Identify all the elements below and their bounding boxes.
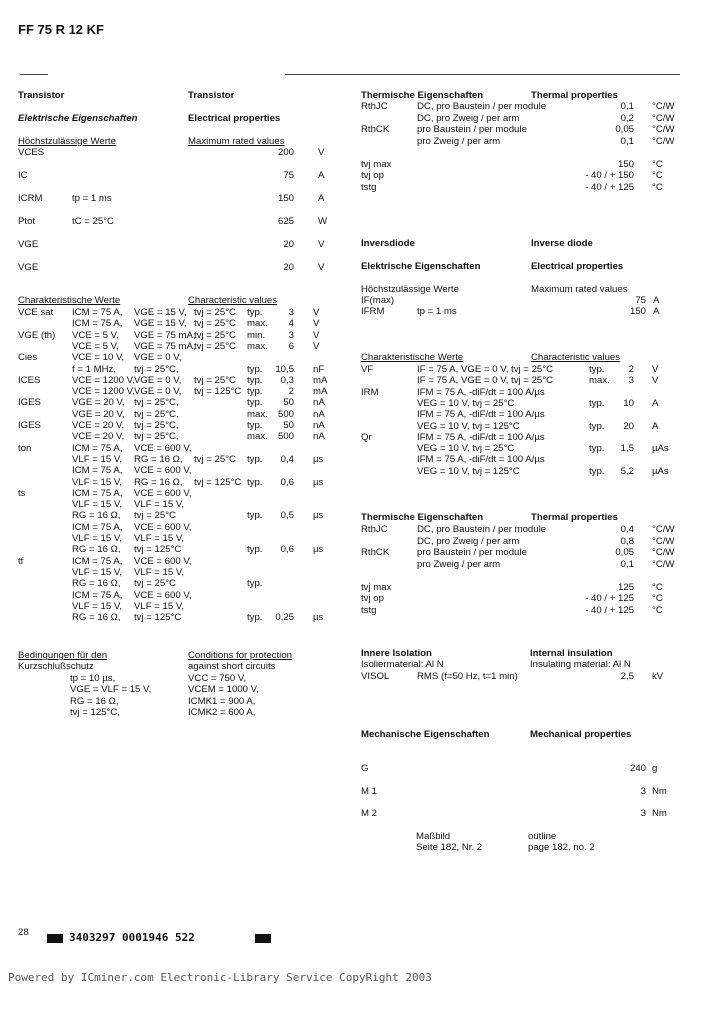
char-symbol: IGES bbox=[18, 420, 41, 431]
char-heading-en: Characteristic values bbox=[188, 295, 278, 306]
therm-desc: DC, pro Zweig / per arm bbox=[417, 536, 520, 547]
therm-unit: °C bbox=[652, 182, 663, 193]
top-rule-left bbox=[20, 74, 48, 75]
max-heading-de: Höchstzulässige Werte bbox=[18, 136, 116, 147]
char-unit: V bbox=[313, 307, 320, 318]
char-value: 0,25 bbox=[275, 612, 294, 623]
dchar-value: 1,5 bbox=[620, 443, 634, 454]
therm-symbol: RthJC bbox=[361, 524, 388, 535]
char-cond-2: VCE = 600 V, bbox=[134, 556, 192, 567]
dchar-qualifier: max. bbox=[589, 375, 610, 386]
therm-value: 0,2 bbox=[620, 113, 634, 124]
char-cond-2: VCE = 600 V, bbox=[134, 590, 192, 601]
cond-right: ICMK1 = 900 A, bbox=[188, 696, 256, 707]
therm-symbol: tvj op bbox=[361, 170, 384, 181]
dchar-condition: VEG = 10 V, tvj = 25°C bbox=[417, 443, 515, 454]
char-cond-3: tvj = 125°C bbox=[194, 477, 242, 488]
cond-left: tvj = 125°C, bbox=[70, 707, 120, 718]
iso-heading-de: Innere Isolation bbox=[361, 648, 432, 659]
dchar-qualifier: typ. bbox=[589, 421, 605, 432]
char-cond-3: tvj = 25°C bbox=[194, 330, 236, 341]
dchar-condition: IF = 75 A, VGE = 0 V, tvj = 25°C bbox=[417, 375, 554, 386]
char-unit: V bbox=[313, 341, 320, 352]
barcode-text: 3403297 0001946 522 bbox=[69, 931, 195, 944]
char-cond-2: VGE = 0 V, bbox=[134, 386, 182, 397]
therm1-heading-en: Thermal properties bbox=[531, 90, 618, 101]
char-value: 2 bbox=[288, 386, 294, 397]
dchar-qualifier: typ. bbox=[589, 466, 605, 477]
cond-right: VCC = 750 V, bbox=[188, 673, 247, 684]
char-qualifier: typ. bbox=[247, 375, 263, 386]
char-symbol: Cies bbox=[18, 352, 38, 363]
cond-right: VCEM = 1000 V, bbox=[188, 684, 259, 695]
char-symbol: ts bbox=[18, 488, 26, 499]
mech-symbol: M 1 bbox=[361, 786, 377, 797]
transistor-heading-en: Transistor bbox=[188, 90, 235, 101]
char-cond-1: VCE = 20 V, bbox=[72, 420, 125, 431]
char-value: 6 bbox=[288, 341, 294, 352]
char-qualifier: max. bbox=[247, 431, 268, 442]
char-value: 4 bbox=[288, 318, 294, 329]
char-cond-1: VGE = 20 V, bbox=[72, 409, 125, 420]
char-value: 500 bbox=[277, 409, 294, 420]
dchar-unit: V bbox=[652, 375, 659, 386]
therm-unit: °C/W bbox=[652, 559, 675, 570]
max-heading-en: Maximum rated values bbox=[188, 136, 285, 147]
dchar-condition: VEG = 10 V, tvj = 25°C bbox=[417, 398, 515, 409]
char-cond-2: tvj = 25°C bbox=[134, 578, 176, 589]
cond-heading-de2: Kurzschlußschutz bbox=[18, 661, 94, 672]
therm-desc: pro Zweig / per arm bbox=[417, 136, 501, 147]
char-cond-1: VCE = 20 V, bbox=[72, 431, 125, 442]
char-cond-2: VGE = 75 mA, bbox=[134, 330, 196, 341]
iso-material-en: Insulating material: Al N bbox=[530, 659, 631, 670]
char-qualifier: typ. bbox=[247, 477, 263, 488]
char-cond-2: VGE = 15 V, bbox=[134, 318, 187, 329]
char-cond-1: ICM = 75 A, bbox=[72, 465, 123, 476]
char-cond-2: VCE = 600 V, bbox=[134, 488, 192, 499]
therm-value: 0,05 bbox=[615, 124, 634, 135]
char-unit: V bbox=[313, 318, 320, 329]
dchar-symbol: Qr bbox=[361, 432, 372, 443]
char-cond-3: tvj = 125°C bbox=[194, 386, 242, 397]
iso-desc: RMS (f=50 Hz, t=1 min) bbox=[417, 671, 518, 682]
char-cond-2: VLF = 15 V, bbox=[134, 499, 185, 510]
char-cond-2: RG = 16 Ω, bbox=[134, 454, 183, 465]
inv-heading-de: Inversdiode bbox=[361, 238, 415, 249]
mech-symbol: M 2 bbox=[361, 808, 377, 819]
max-unit: V bbox=[318, 262, 325, 273]
page-title: FF 75 R 12 KF bbox=[18, 22, 104, 37]
iso-heading-en: Internal insulation bbox=[530, 648, 613, 659]
max-value: 20 bbox=[283, 262, 294, 273]
cond-right: ICMK2 = 600 A, bbox=[188, 707, 256, 718]
mech-unit: Nm bbox=[652, 786, 667, 797]
therm-value: - 40 / + 125 bbox=[585, 182, 634, 193]
max2-heading-de: Höchstzulässige Werte bbox=[361, 284, 459, 295]
therm-symbol: tvj max bbox=[361, 159, 392, 170]
char-value: 0,6 bbox=[280, 544, 294, 555]
iso-material-de: Isoliermaterial: Al N bbox=[361, 659, 444, 670]
therm-unit: °C/W bbox=[652, 536, 675, 547]
therm-symbol: tstg bbox=[361, 182, 377, 193]
char-unit: nA bbox=[313, 420, 325, 431]
char-cond-3: tvj = 25°C bbox=[194, 454, 236, 465]
therm-value: 150 bbox=[617, 159, 634, 170]
char-cond-1: VLF = 15 V, bbox=[72, 477, 123, 488]
char-symbol: ICES bbox=[18, 375, 41, 386]
char-cond-2: VGE = 0 V, bbox=[134, 352, 182, 363]
therm-unit: °C/W bbox=[652, 101, 675, 112]
therm-unit: °C/W bbox=[652, 547, 675, 558]
char-qualifier: max. bbox=[247, 341, 268, 352]
dchar-value: 3 bbox=[628, 375, 634, 386]
char-cond-1: VCE = 5 V, bbox=[72, 330, 119, 341]
char-heading-de: Charakteristische Werte bbox=[18, 295, 121, 306]
therm-unit: °C bbox=[652, 605, 663, 616]
therm-value: 125 bbox=[617, 582, 634, 593]
char-qualifier: typ. bbox=[247, 420, 263, 431]
therm-symbol: RthCK bbox=[361, 547, 390, 558]
char-value: 50 bbox=[283, 397, 294, 408]
max-symbol: Ptot bbox=[18, 216, 36, 227]
char-cond-1: ICM = 75 A, bbox=[72, 307, 123, 318]
dchar-condition: IFM = 75 A, -diF/dt = 100 A/µs bbox=[417, 409, 545, 420]
therm-value: 0,05 bbox=[615, 547, 634, 558]
char-qualifier: typ. bbox=[247, 578, 263, 589]
max-unit: W bbox=[318, 216, 328, 227]
char-unit: µs bbox=[313, 477, 324, 488]
dchar-condition: IFM = 75 A, -diF/dt = 100 A/µs bbox=[417, 432, 545, 443]
therm-value: 0,4 bbox=[620, 524, 634, 535]
char-cond-1: ICM = 75 A, bbox=[72, 318, 123, 329]
therm-unit: °C bbox=[652, 159, 663, 170]
therm-value: 0,1 bbox=[620, 559, 634, 570]
dchar-condition: IFM = 75 A, -diF/dt = 100 A/µs bbox=[417, 387, 545, 398]
char-unit: µs bbox=[313, 612, 324, 623]
dchar-qualifier: typ. bbox=[589, 443, 605, 454]
char-value: 50 bbox=[283, 420, 294, 431]
dchar-value: 2 bbox=[628, 364, 634, 375]
dmax-value: 150 bbox=[629, 306, 646, 317]
cond-heading-en2: against short circuits bbox=[188, 661, 276, 672]
char-cond-2: RG = 16 Ω, bbox=[134, 477, 183, 488]
therm-desc: pro Zweig / per arm bbox=[417, 559, 501, 570]
char-unit: nA bbox=[313, 431, 325, 442]
char-cond-1: VLF = 15 V, bbox=[72, 601, 123, 612]
max-value: 20 bbox=[283, 239, 294, 250]
char-cond-3: tvj = 25°C bbox=[194, 318, 236, 329]
char-cond-1: ICM = 75 A, bbox=[72, 488, 123, 499]
char-cond-2: VGE = 75 mA, bbox=[134, 341, 196, 352]
char-unit: µs bbox=[313, 544, 324, 555]
max-value: 75 bbox=[283, 170, 294, 181]
max-value: 625 bbox=[277, 216, 294, 227]
outline-label-de: Maßbild bbox=[416, 831, 451, 842]
dchar-value: 5,2 bbox=[620, 466, 634, 477]
char-qualifier: typ. bbox=[247, 307, 263, 318]
char-cond-2: tvj = 25°C, bbox=[134, 397, 179, 408]
therm-desc: DC, pro Baustein / per module bbox=[417, 524, 547, 535]
char-cond-2: VLF = 15 V, bbox=[134, 533, 185, 544]
elec-heading-de: Elektrische Eigenschaften bbox=[18, 113, 138, 124]
char-cond-2: VCE = 600 V, bbox=[134, 522, 192, 533]
dchar-value: 10 bbox=[623, 398, 634, 409]
dchar-value: 20 bbox=[623, 421, 634, 432]
char-qualifier: typ. bbox=[247, 612, 263, 623]
char-unit: µs bbox=[313, 510, 324, 521]
therm-value: - 40 / + 150 bbox=[585, 170, 634, 181]
therm-symbol: tstg bbox=[361, 605, 377, 616]
therm-desc: pro Baustein / per module bbox=[417, 124, 527, 135]
dchar-unit: µAs bbox=[652, 443, 669, 454]
dchar-heading-de: Charakteristische Werte bbox=[361, 352, 464, 363]
page-number: 28 bbox=[18, 927, 29, 938]
char-unit: V bbox=[313, 330, 320, 341]
max-symbol: ICRM bbox=[18, 193, 43, 204]
mech-heading-en: Mechanical properties bbox=[530, 729, 632, 740]
mech-value: 240 bbox=[629, 763, 646, 774]
dchar-condition: VEG = 10 V, tvj = 125°C bbox=[417, 421, 520, 432]
char-value: 3 bbox=[288, 330, 294, 341]
therm-unit: °C/W bbox=[652, 136, 675, 147]
char-qualifier: min. bbox=[247, 330, 266, 341]
char-cond-1: VCE = 1200 V, bbox=[72, 375, 135, 386]
therm2-heading-en: Thermal properties bbox=[531, 512, 618, 523]
dchar-unit: A bbox=[652, 398, 659, 409]
therm-unit: °C bbox=[652, 170, 663, 181]
char-cond-2: tvj = 25°C, bbox=[134, 364, 179, 375]
char-cond-2: tvj = 25°C, bbox=[134, 409, 179, 420]
char-unit: mA bbox=[313, 386, 328, 397]
char-value: 500 bbox=[277, 431, 294, 442]
therm-unit: °C bbox=[652, 593, 663, 604]
char-symbol: ton bbox=[18, 443, 32, 454]
transistor-heading-de: Transistor bbox=[18, 90, 65, 101]
char-cond-1: RG = 16 Ω, bbox=[72, 578, 121, 589]
dchar-symbol: IRM bbox=[361, 387, 379, 398]
cond-left: tp = 10 µs, bbox=[70, 673, 116, 684]
dchar-heading-en: Characteristic values bbox=[531, 352, 621, 363]
char-cond-3: tvj = 25°C bbox=[194, 375, 236, 386]
therm-symbol: RthJC bbox=[361, 101, 388, 112]
char-unit: nF bbox=[313, 364, 325, 375]
mech-value: 3 bbox=[640, 808, 646, 819]
mech-unit: g bbox=[652, 763, 658, 774]
therm-desc: DC, pro Zweig / per arm bbox=[417, 113, 520, 124]
elec2-heading-en: Electrical properties bbox=[531, 261, 624, 272]
char-symbol: VCE sat bbox=[18, 307, 54, 318]
char-cond-1: VLF = 15 V, bbox=[72, 533, 123, 544]
therm-unit: °C/W bbox=[652, 124, 675, 135]
char-qualifier: typ. bbox=[247, 364, 263, 375]
char-cond-1: VLF = 15 V, bbox=[72, 499, 123, 510]
inv-heading-en: Inverse diode bbox=[531, 238, 593, 249]
therm-symbol: tvj max bbox=[361, 582, 392, 593]
cond-heading-de: Bedingungen für den bbox=[18, 650, 108, 661]
therm-value: - 40 / + 125 bbox=[585, 593, 634, 604]
therm-desc: DC, pro Baustein / per module bbox=[417, 101, 547, 112]
dchar-condition: VEG = 10 V, tvj = 125°C bbox=[417, 466, 520, 477]
char-symbol: VGE (th) bbox=[18, 330, 56, 341]
therm-unit: °C bbox=[652, 582, 663, 593]
dchar-qualifier: typ. bbox=[589, 398, 605, 409]
dmax-symbol: IF(max) bbox=[361, 295, 395, 306]
char-symbol: IGES bbox=[18, 397, 41, 408]
therm-value: 0,8 bbox=[620, 536, 634, 547]
outline-page-de: Seite 182, Nr. 2 bbox=[416, 842, 483, 853]
cond-heading-en: Conditions for protection bbox=[188, 650, 292, 661]
therm-desc: pro Baustein / per module bbox=[417, 547, 527, 558]
therm-unit: °C/W bbox=[652, 524, 675, 535]
char-cond-1: RG = 16 Ω, bbox=[72, 612, 121, 623]
max-unit: A bbox=[318, 170, 325, 181]
mech-value: 3 bbox=[640, 786, 646, 797]
char-value: 3 bbox=[288, 307, 294, 318]
dmax-value: 75 bbox=[635, 295, 646, 306]
barcode-block-right bbox=[255, 934, 271, 943]
therm1-heading-de: Thermische Eigenschaften bbox=[361, 90, 484, 101]
dchar-unit: µAs bbox=[652, 466, 669, 477]
char-cond-1: f = 1 MHz, bbox=[72, 364, 116, 375]
therm-symbol: RthCK bbox=[361, 124, 390, 135]
char-symbol: tf bbox=[18, 556, 24, 567]
therm-value: 0,1 bbox=[620, 136, 634, 147]
dchar-symbol: VF bbox=[361, 364, 374, 375]
cond-left: VGE = VLF = 15 V, bbox=[70, 684, 152, 695]
char-cond-2: VLF = 15 V, bbox=[134, 567, 185, 578]
dmax-unit: A bbox=[653, 306, 660, 317]
char-qualifier: typ. bbox=[247, 397, 263, 408]
top-rule-right bbox=[285, 74, 680, 75]
char-cond-2: tvj = 25°C bbox=[134, 510, 176, 521]
char-cond-3: tvj = 25°C bbox=[194, 307, 236, 318]
therm-value: - 40 / + 125 bbox=[585, 605, 634, 616]
dchar-condition: IF = 75 A, VGE = 0 V, tvj = 25°C bbox=[417, 364, 554, 375]
max-unit: A bbox=[318, 193, 325, 204]
iso-unit: kV bbox=[652, 671, 664, 682]
char-qualifier: typ. bbox=[247, 386, 263, 397]
dchar-unit: A bbox=[652, 421, 659, 432]
char-cond-2: tvj = 125°C bbox=[134, 612, 182, 623]
therm-unit: °C/W bbox=[652, 113, 675, 124]
footer-copyright: Powered by ICminer.com Electronic-Library Service CopyRight 2003 bbox=[8, 971, 432, 984]
char-value: 10,5 bbox=[275, 364, 294, 375]
mech-heading-de: Mechanische Eigenschaften bbox=[361, 729, 490, 740]
iso-symbol: VISOL bbox=[361, 671, 390, 682]
char-value: 0,6 bbox=[280, 477, 294, 488]
char-cond-1: VLF = 15 V, bbox=[72, 454, 123, 465]
outline-page-en: page 182, no. 2 bbox=[528, 842, 595, 853]
char-unit: mA bbox=[313, 375, 328, 386]
outline-label-en: outline bbox=[528, 831, 557, 842]
char-cond-2: tvj = 25°C, bbox=[134, 420, 179, 431]
max-symbol: VGE bbox=[18, 262, 39, 273]
char-cond-1: RG = 16 Ω, bbox=[72, 544, 121, 555]
max-value: 150 bbox=[277, 193, 294, 204]
mech-symbol: G bbox=[361, 763, 369, 774]
elec2-heading-de: Elektrische Eigenschaften bbox=[361, 261, 481, 272]
barcode-block-left bbox=[47, 934, 63, 943]
char-cond-1: RG = 16 Ω, bbox=[72, 510, 121, 521]
dchar-qualifier: typ. bbox=[589, 364, 605, 375]
dmax-unit: A bbox=[653, 295, 660, 306]
char-value: 0,4 bbox=[280, 454, 294, 465]
char-cond-1: VGE = 20 V, bbox=[72, 397, 125, 408]
max-unit: V bbox=[318, 239, 325, 250]
char-cond-2: VGE = 15 V, bbox=[134, 307, 187, 318]
max-symbol: VGE bbox=[18, 239, 39, 250]
max-value: 200 bbox=[277, 147, 294, 158]
char-qualifier: typ. bbox=[247, 454, 263, 465]
char-value: 0,3 bbox=[280, 375, 294, 386]
char-cond-1: ICM = 75 A, bbox=[72, 443, 123, 454]
char-cond-1: VCE = 5 V, bbox=[72, 341, 119, 352]
char-qualifier: max. bbox=[247, 409, 268, 420]
char-cond-3: tvj = 25°C bbox=[194, 341, 236, 352]
char-unit: nA bbox=[313, 409, 325, 420]
char-unit: µs bbox=[313, 454, 324, 465]
char-cond-1: VLF = 15 V, bbox=[72, 567, 123, 578]
dchar-condition: IFM = 75 A, -diF/dt = 100 A/µs bbox=[417, 454, 545, 465]
char-qualifier: typ. bbox=[247, 544, 263, 555]
cond-left: RG = 16 Ω, bbox=[70, 696, 119, 707]
char-cond-1: ICM = 75 A, bbox=[72, 522, 123, 533]
max-symbol: VCES bbox=[18, 147, 45, 158]
iso-value: 2,5 bbox=[620, 671, 634, 682]
char-cond-2: tvj = 125°C bbox=[134, 544, 182, 555]
char-cond-2: VCE = 600 V, bbox=[134, 465, 192, 476]
char-cond-1: ICM = 75 A, bbox=[72, 590, 123, 601]
max-condition: tC = 25°C bbox=[72, 216, 114, 227]
char-qualifier: typ. bbox=[247, 510, 263, 521]
dchar-unit: V bbox=[652, 364, 659, 375]
char-cond-1: VCE = 1200 V, bbox=[72, 386, 135, 397]
max-unit: V bbox=[318, 147, 325, 158]
max-condition: tp = 1 ms bbox=[72, 193, 112, 204]
mech-unit: Nm bbox=[652, 808, 667, 819]
dmax-condition: tp = 1 ms bbox=[417, 306, 457, 317]
char-cond-2: VCE = 600 V, bbox=[134, 443, 192, 454]
char-cond-2: VLF = 15 V, bbox=[134, 601, 185, 612]
char-unit: nA bbox=[313, 397, 325, 408]
max2-heading-en: Maximum rated values bbox=[531, 284, 628, 295]
char-cond-2: tvj = 25°C, bbox=[134, 431, 179, 442]
therm-value: 0,1 bbox=[620, 101, 634, 112]
max-symbol: IC bbox=[18, 170, 28, 181]
dmax-symbol: IFRM bbox=[361, 306, 385, 317]
char-value: 0,5 bbox=[280, 510, 294, 521]
char-cond-1: ICM = 75 A, bbox=[72, 556, 123, 567]
char-qualifier: max. bbox=[247, 318, 268, 329]
therm2-heading-de: Thermische Eigenschaften bbox=[361, 512, 484, 523]
elec-heading-en: Electrical properties bbox=[188, 113, 281, 124]
therm-symbol: tvj op bbox=[361, 593, 384, 604]
char-cond-1: VCE = 10 V, bbox=[72, 352, 125, 363]
char-cond-2: VGE = 0 V, bbox=[134, 375, 182, 386]
